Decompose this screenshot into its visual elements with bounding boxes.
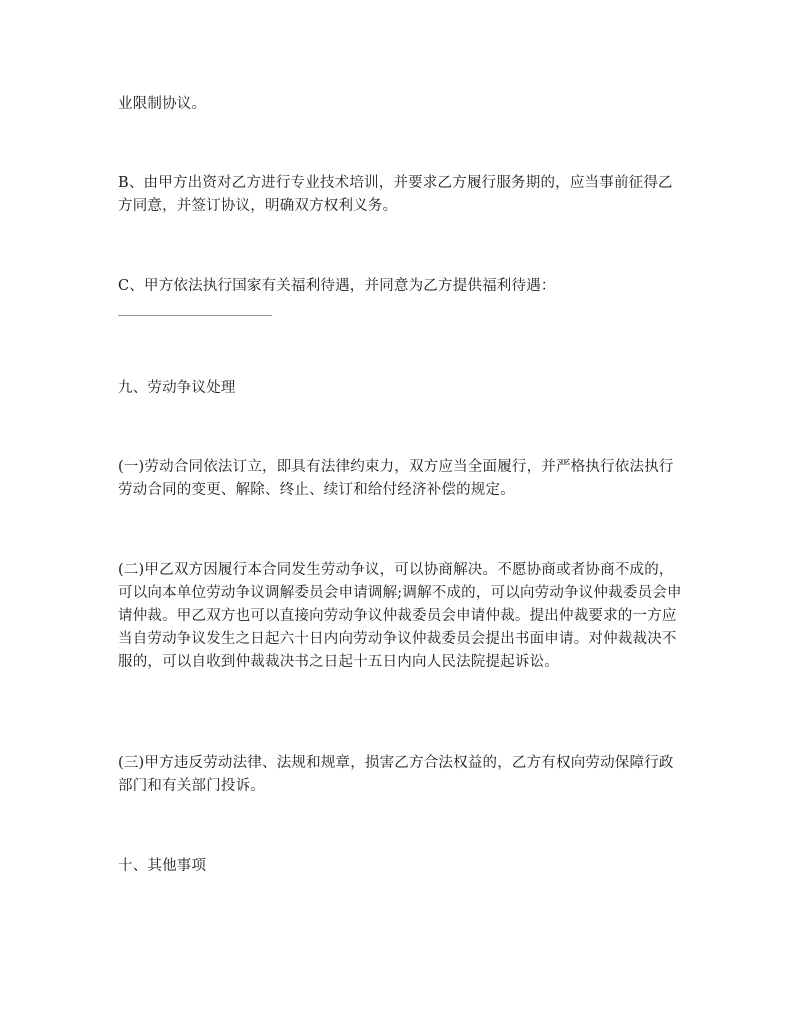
paragraph-dispute-clause-1: (一)劳动合同依法订立，即具有法律约束力，双方应当全面履行，并严格执行依法执行劳动合同的变更、解除、终止、续订和给付经济补偿的规定。: [118, 459, 674, 498]
paragraph-dispute-clause-2: (二)甲乙双方因履行本合同发生劳动争议，可以协商解决。不愿协商或者协商不成的，可以向本单位劳动争议调解委员会申请调解;调解不成的，可以向劳动争议仲裁委员会申请仲裁。甲乙双方也可以直接向劳动争议仲裁委员会申请仲裁。提出仲裁要求的一方应当自劳动争议发生之日起六十日内向劳动争议仲裁委员会提出书面申请。对仲裁裁决不服的，可以自收到仲裁裁决书之日起十五日内向人民法院提起诉讼。: [118, 562, 682, 670]
section-heading-other-matters: 十、其他事项: [118, 858, 207, 874]
paragraph-training-agreement: B、由甲方出资对乙方进行专业技术培训，并要求乙方履行服务期的，应当事前征得乙方同意，并签订协议，明确双方权利义务。: [118, 175, 673, 214]
paragraph-welfare: C、甲方依法执行国家有关福利待遇，并同意为乙方提供福利待遇：: [118, 278, 556, 294]
section-heading-labor-dispute: 九、劳动争议处理: [118, 380, 236, 396]
paragraph-dispute-clause-3: (三)甲方违反劳动法律、法规和规章，损害乙方合法权益的，乙方有权向劳动保障行政部门和有关部门投诉。: [118, 755, 674, 794]
fill-in-blank-line: [118, 315, 272, 316]
paragraph-non-compete-end: 业限制协议。: [118, 96, 207, 112]
